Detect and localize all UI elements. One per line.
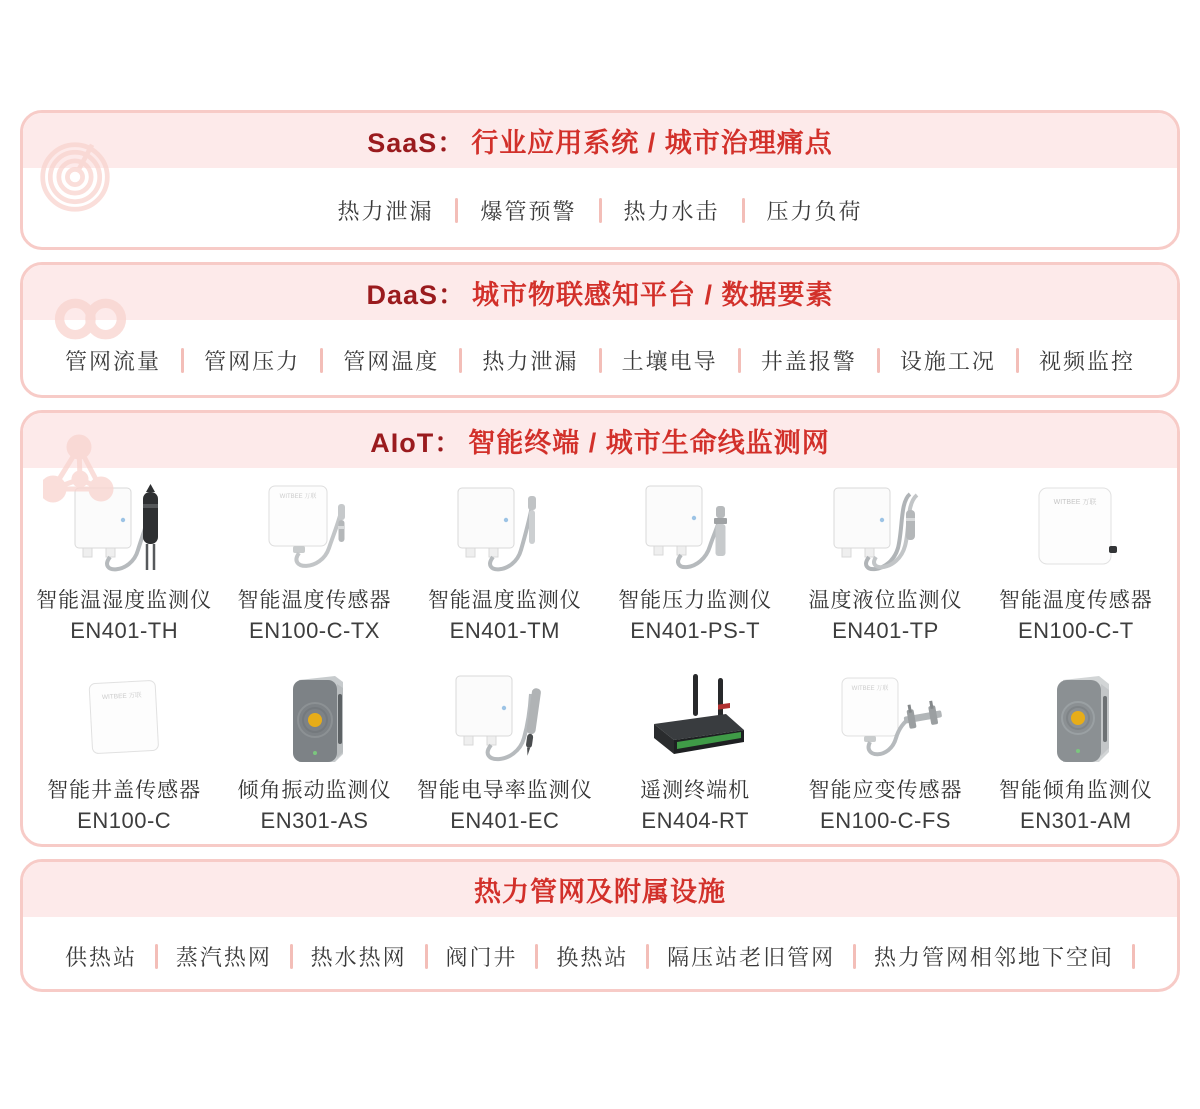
divider — [742, 198, 745, 223]
section-daas-header-prefix: DaaS： — [366, 280, 467, 310]
device-name: 温度液位监测仪 — [808, 589, 963, 612]
device-card — [29, 482, 219, 644]
device-name: 智能温度传感器 — [998, 589, 1153, 612]
device-name: 智能倾角监测仪 — [998, 779, 1153, 802]
device-card — [219, 482, 409, 644]
device-model: EN401-TH — [70, 618, 179, 643]
device-image-telemetry-terminal — [629, 672, 761, 768]
device-image-conductivity-monitor — [439, 672, 571, 768]
section-aiot-header — [23, 413, 1177, 468]
divider — [425, 944, 428, 969]
section-daas-header — [23, 265, 1177, 320]
device-illustration — [820, 482, 950, 578]
svg-text:WITBEE 万联: WITBEE 万联 — [852, 686, 889, 692]
svg-text:WITBEE 万联: WITBEE 万联 — [280, 494, 317, 500]
svg-text:WITBEE 万联: WITBEE 万联 — [1053, 499, 1097, 506]
device-card — [790, 672, 980, 834]
divider — [738, 348, 741, 373]
device-model: EN401-TP — [832, 618, 939, 643]
device-name: 遥测终端机 — [640, 779, 751, 802]
device-model: EN100-C — [77, 808, 172, 833]
divider — [853, 944, 856, 969]
divider — [599, 348, 602, 373]
divider — [599, 198, 602, 223]
device-name: 智能井盖传感器 — [47, 779, 202, 802]
divider — [1132, 944, 1135, 969]
divider — [181, 348, 184, 373]
device-image-temp-sensor-panel — [1010, 482, 1142, 578]
section-daas — [20, 262, 1180, 398]
device-illustration — [1011, 672, 1141, 768]
daas-item: 管网流量 — [65, 349, 162, 374]
divider — [1016, 348, 1019, 373]
device-illustration — [440, 482, 570, 578]
divider — [459, 348, 462, 373]
pipeline-item: 隔压站老旧管网 — [667, 944, 836, 970]
device-card — [29, 672, 219, 834]
device-illustration — [59, 672, 189, 768]
device-card — [600, 482, 790, 644]
daas-items — [23, 320, 1177, 398]
device-name: 智能电导率监测仪 — [416, 779, 593, 802]
device-name: 智能应变传感器 — [808, 779, 963, 802]
device-name: 智能温湿度监测仪 — [36, 589, 213, 612]
divider — [320, 348, 323, 373]
pipeline-item: 蒸汽热网 — [175, 944, 272, 970]
section-saas — [20, 110, 1180, 250]
divider — [535, 944, 538, 969]
device-name: 智能温度传感器 — [237, 589, 392, 612]
device-image-temp-humidity-monitor — [58, 482, 190, 578]
divider — [646, 944, 649, 969]
saas-item: 爆管预警 — [480, 199, 577, 224]
pipeline-item: 热水热网 — [310, 944, 407, 970]
section-pipeline-header — [23, 862, 1177, 917]
daas-item: 管网温度 — [343, 349, 440, 374]
device-name: 智能温度监测仪 — [427, 589, 582, 612]
daas-item: 井盖报警 — [760, 349, 857, 374]
device-name: 倾角振动监测仪 — [237, 779, 392, 802]
section-pipeline — [20, 859, 1180, 992]
device-name: 智能压力监测仪 — [618, 589, 773, 612]
device-card — [600, 672, 790, 834]
daas-item: 设施工况 — [899, 349, 996, 374]
section-daas-header-title: 城市物联感知平台 / 数据要素 — [472, 280, 834, 310]
device-image-tilt-monitor — [1010, 672, 1142, 768]
saas-items — [23, 168, 1177, 250]
device-image-pressure-monitor — [629, 482, 761, 578]
device-card — [219, 672, 409, 834]
device-model: EN100-C-T — [1017, 618, 1134, 643]
saas-item: 压力负荷 — [766, 199, 863, 224]
section-aiot-header-prefix: AIoT： — [370, 428, 463, 458]
device-card — [981, 672, 1171, 834]
section-pipeline-header-title: 热力管网及附属设施 — [474, 877, 726, 907]
device-model: EN401-PS-T — [630, 618, 761, 643]
device-illustration — [1011, 482, 1141, 578]
device-model: EN401-EC — [450, 808, 560, 833]
saas-item: 热力泄漏 — [337, 199, 434, 224]
daas-item: 热力泄漏 — [482, 349, 579, 374]
device-model: EN401-TM — [449, 618, 560, 643]
pipeline-item: 换热站 — [556, 944, 629, 970]
device-grid — [23, 468, 1177, 844]
device-card — [410, 482, 600, 644]
device-illustration — [820, 672, 950, 768]
device-image-temp-level-monitor — [819, 482, 951, 578]
divider — [290, 944, 293, 969]
section-saas-header-title: 行业应用系统 / 城市治理痛点 — [471, 128, 833, 158]
section-aiot — [20, 410, 1180, 847]
divider — [455, 198, 458, 223]
device-card — [790, 482, 980, 644]
saas-item: 热力水击 — [623, 199, 720, 224]
device-illustration — [440, 672, 570, 768]
daas-item: 土壤电导 — [621, 349, 718, 374]
device-image-temp-sensor-tx — [248, 482, 380, 578]
device-illustration — [249, 482, 379, 578]
device-model: EN404-RT — [641, 808, 749, 833]
pipeline-items — [23, 917, 1177, 992]
device-card — [981, 482, 1171, 644]
daas-item: 管网压力 — [204, 349, 301, 374]
pipeline-item: 阀门井 — [445, 944, 518, 970]
device-model: EN100-C-FS — [820, 808, 951, 833]
device-illustration — [249, 672, 379, 768]
section-aiot-header-title: 智能终端 / 城市生命线监测网 — [468, 428, 830, 458]
device-image-tilt-vibration-monitor — [248, 672, 380, 768]
pipeline-item: 热力管网相邻地下空间 — [873, 944, 1114, 970]
device-model: EN301-AM — [1020, 808, 1132, 833]
device-image-temp-monitor — [439, 482, 571, 578]
section-saas-header — [23, 113, 1177, 168]
device-model: EN301-AS — [260, 808, 369, 833]
device-model: EN100-C-TX — [249, 618, 380, 643]
device-image-strain-sensor — [819, 672, 951, 768]
device-illustration — [630, 672, 760, 768]
svg-text:WITBEE 万联: WITBEE 万联 — [101, 692, 142, 702]
daas-item: 视频监控 — [1038, 349, 1135, 374]
device-image-manhole-sensor — [58, 672, 190, 768]
divider — [155, 944, 158, 969]
device-illustration — [630, 482, 760, 578]
section-saas-header-prefix: SaaS： — [367, 128, 466, 158]
device-card — [410, 672, 600, 834]
device-illustration — [59, 482, 189, 578]
divider — [877, 348, 880, 373]
pipeline-item: 供热站 — [65, 944, 138, 970]
